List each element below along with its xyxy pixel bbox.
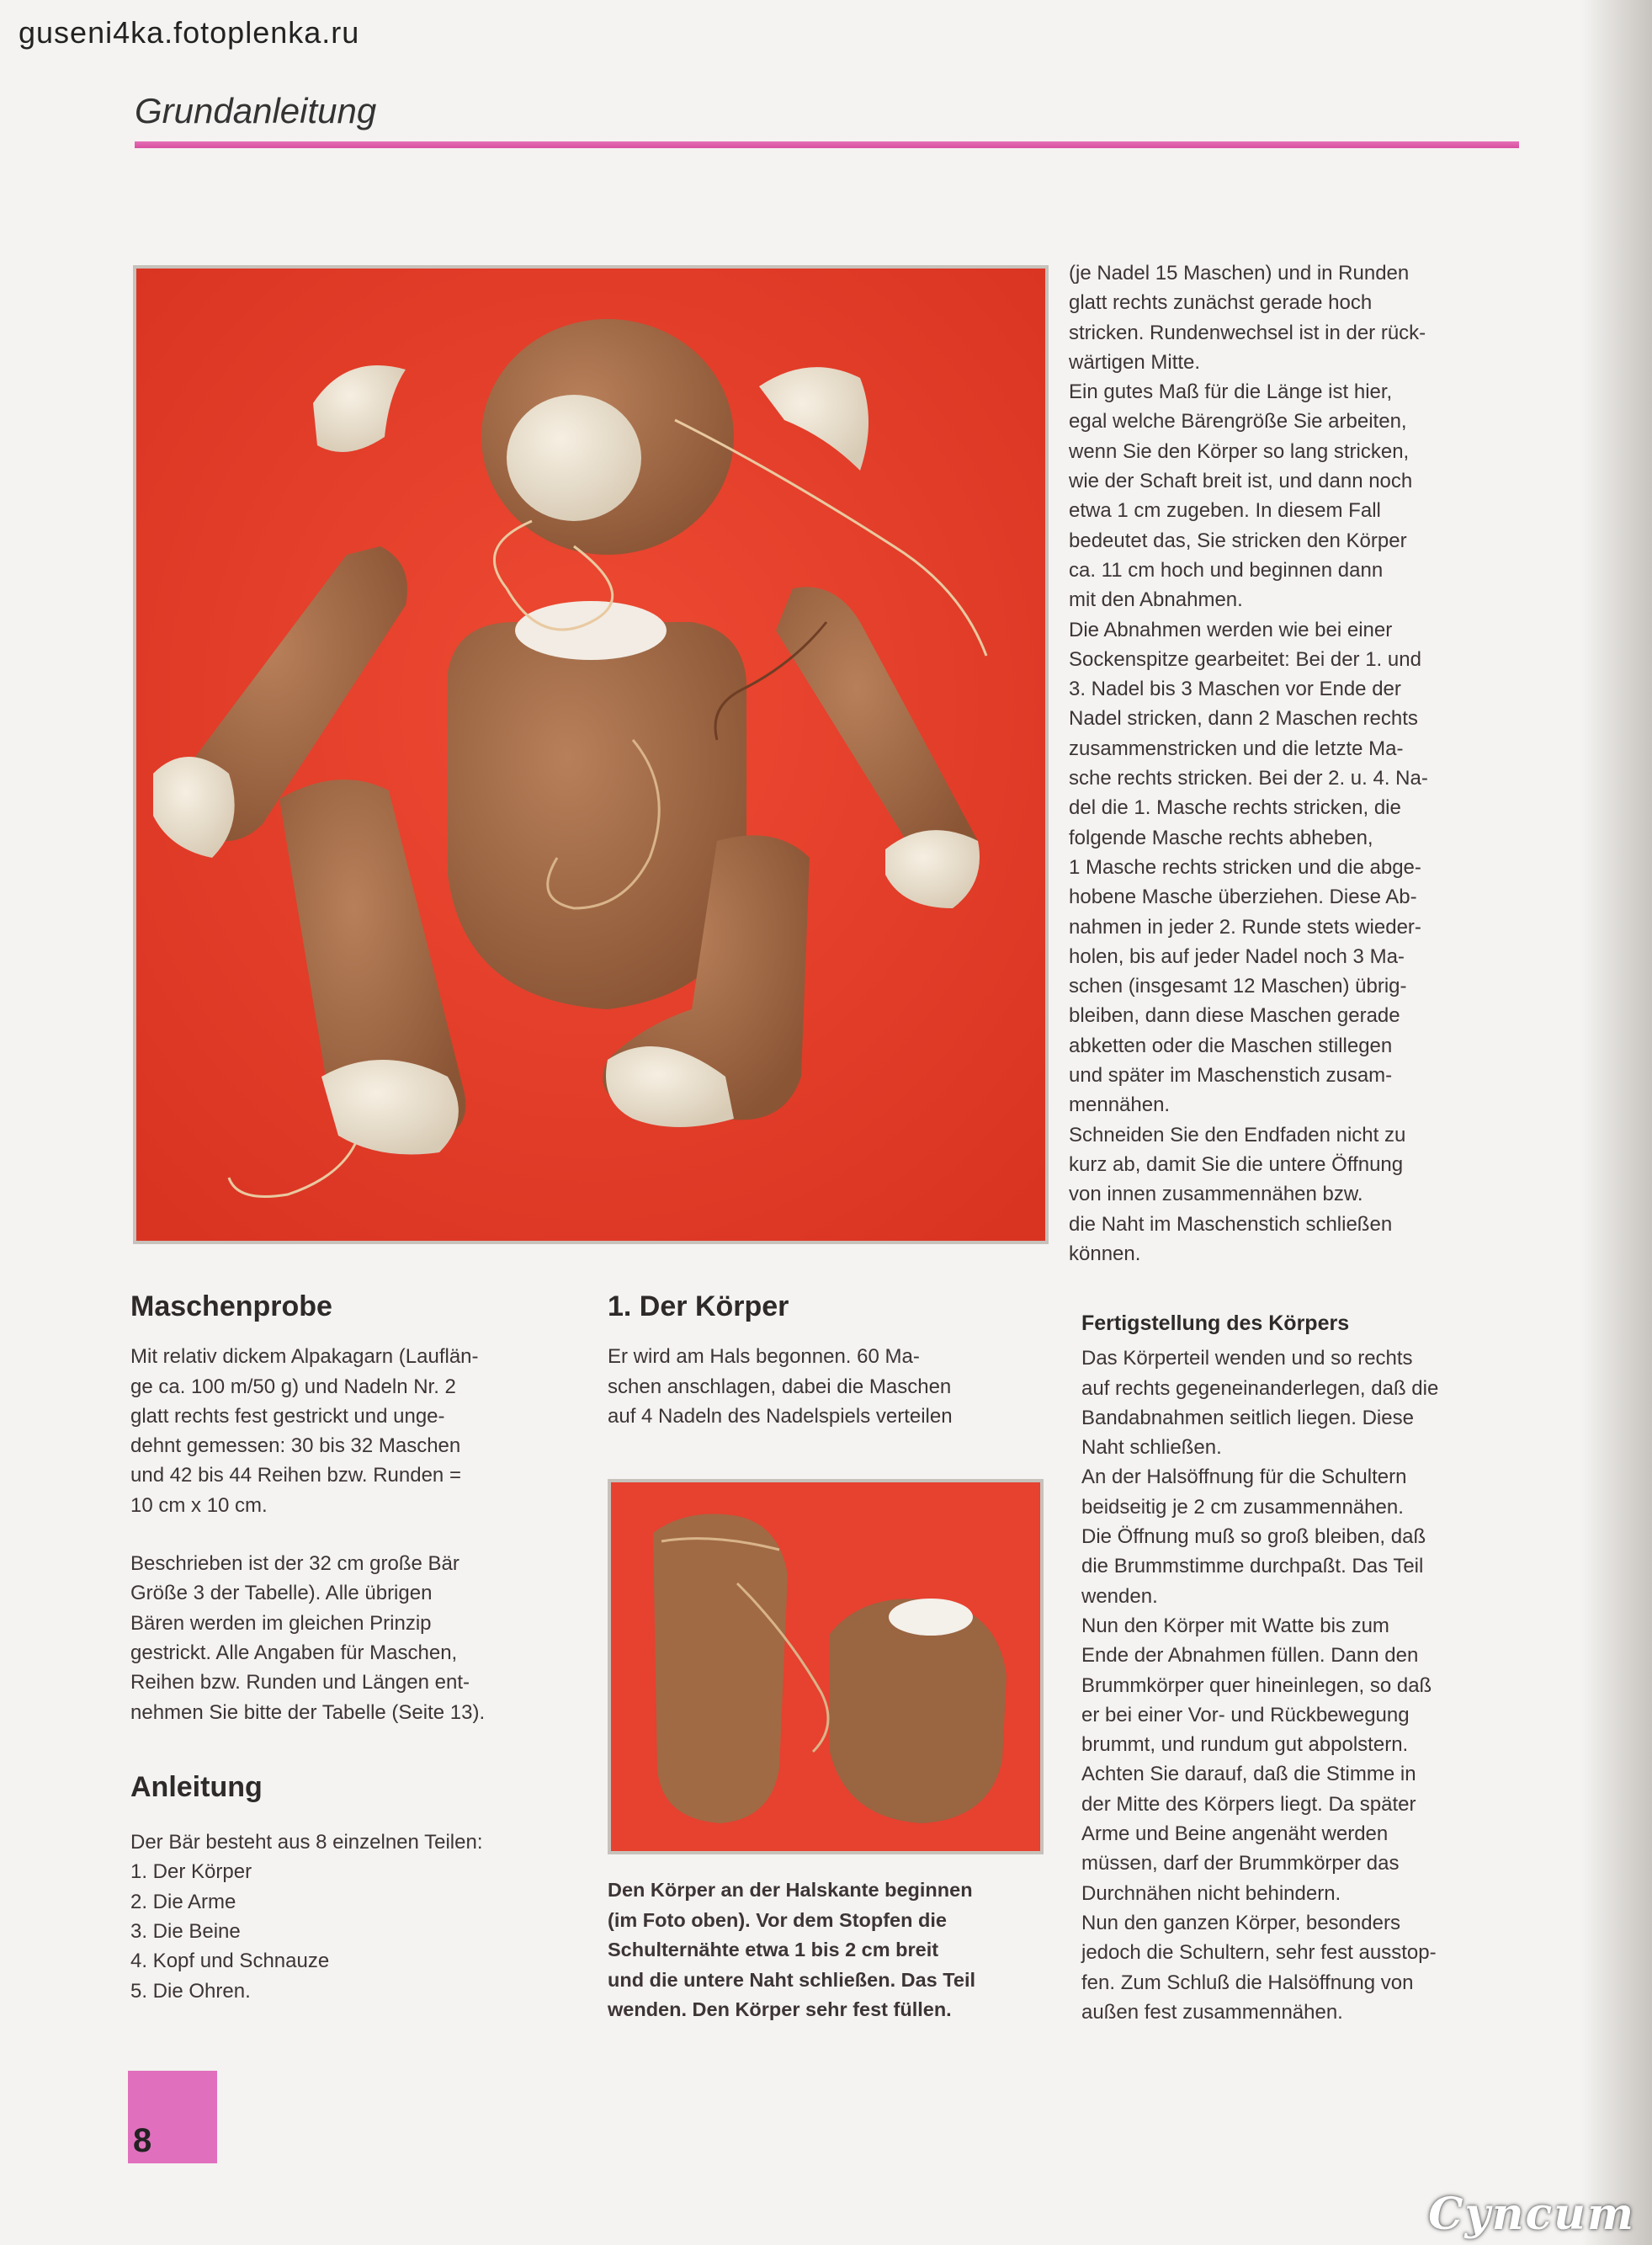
list-item: 1. Der Körper	[130, 1860, 252, 1884]
anleitung-intro: Der Bär besteht aus 8 einzelnen Teilen:	[130, 1831, 483, 1854]
page-number: 8	[133, 2122, 152, 2159]
anleitung-heading: Anleitung	[130, 1770, 263, 1803]
body-text-continuation: (je Nadel 15 Maschen) und in Runden glatt rechts zunächst gerade hoch stricken. Rundenwechsel ist in der rück- wärtigen Mitte. Ein gutes Maß für die Länge ist hier, egal welche Bärengröße Sie arbeiten, wenn Sie den Körper so lang stricken, wie der Schaft breit ist, und dann noch etwa 1 cm zugeben. In diesem Fall bedeutet das, Sie stricken den Körper ca. 11 cm hoch und beginnen dann mit den Abnahmen. Die Abnahmen werden wie bei einer Sockenspitze gearbeitet: Bei der 1. und 3. Nadel bis 3 Maschen vor Ende der Nadel stricken, dann 2 Maschen rechts zusammenstricken und die letzte Ma- sche rechts stricken. Bei der 2. u. 4. Na- del die 1. Masche rechts stricken, die folgende Masche rechts abheben, 1 Masche rechts stricken und die abge- hobene Masche überziehen. Diese Ab- nahmen in jeder 2. Runde stets wieder- holen, bis auf jeder Nadel noch 3 Ma- schen (insgesamt 12 Maschen) übrig- bleiben, dann diese Maschen gerade abketten oder die Maschen stillegen und später im Maschenstich zusam- mennähen. Schneiden Sie den Endfaden nicht zu kurz ab, damit Sie die untere Öffnung von innen zusammennähen bzw. die Naht im Maschenstich schließen können.	[1069, 262, 1428, 1265]
column-right-bottom	[1081, 1309, 1536, 2027]
bear-parts-photo	[133, 265, 1049, 1244]
list-item: 3. Die Beine	[130, 1920, 241, 1944]
fertigstellung-heading: Fertigstellung des Körpers	[1081, 1311, 1350, 1335]
list-item: 4. Kopf und Schnauze	[130, 1950, 330, 1973]
parts-list	[130, 1857, 585, 2005]
photo-caption: Den Körper an der Halskante beginnen (im Foto oben). Vor dem Stopfen die Schulternähte etwa 1 bis 2 cm breit und die untere Naht schließen. Das Teil wenden. Den Körper sehr fest füllen.	[608, 1879, 976, 2020]
maschenprobe-paragraph-1: Mit relativ dickem Alpakagarn (Lauflän- ge ca. 100 m/50 g) und Nadeln Nr. 2 glatt rechts fest gestrickt und unge- dehnt gemessen: 30 bis 32 Maschen und 42 bis 44 Reihen bzw. Runden = 10 cm x 10 cm.	[130, 1345, 479, 1517]
maschenprobe-heading: Maschenprobe	[130, 1290, 332, 1322]
watermark-top: guseni4ka.fotoplenka.ru	[19, 15, 360, 50]
list-item: 2. Die Arme	[130, 1890, 236, 1913]
watermark-bottom: Cyncum	[1428, 2189, 1635, 2240]
koerper-text: Er wird am Hals begonnen. 60 Ma- schen anschlagen, dabei die Maschen auf 4 Nadeln des Nadelspiels verteilen	[608, 1345, 953, 1428]
body-pieces-illustration	[611, 1482, 1040, 1851]
header-rule	[135, 141, 1519, 148]
list-item: 5. Die Ohren.	[130, 1979, 251, 2003]
section-title: Grundanleitung	[135, 91, 377, 130]
column-right-top	[1069, 258, 1540, 1269]
page-number-box	[128, 2071, 217, 2163]
column-middle	[608, 1292, 1045, 1431]
photo-caption-block	[608, 1875, 1045, 2025]
column-left	[130, 1292, 585, 2006]
fertigstellung-text: Das Körperteil wenden und so rechts auf rechts gegeneinanderlegen, daß die Bandabnahmen seitlich liegen. Diese Naht schließen. An der Halsöffnung für die Schultern beidseitig je 2 cm zusammennähen. Die Öffnung muß so groß bleiben, daß die Brummstimme durchpaßt. Das Teil wenden. Nun den Körper mit Watte bis zum Ende der Abnahmen füllen. Dann den Brummkörper quer hineinlegen, so daß er bei einer Vor- und Rückbewegung brummt, und rundum gut abpolstern. Achten Sie darauf, daß die Stimme in der Mitte des Körpers liegt. Da später Arme und Beine angenäht werden müssen, darf der Brummkörper das Durchnähen nicht behindern. Nun den ganzen Körper, besonders jedoch die Schultern, sehr fest ausstop- fen. Zum Schluß die Halsöffnung von außen fest zusammennähen.	[1081, 1347, 1439, 2024]
body-pieces-photo	[608, 1479, 1044, 1854]
maschenprobe-paragraph-2: Beschrieben ist der 32 cm große Bär Größe 3 der Tabelle). Alle übrigen Bären werden im gleichen Prinzip gestrickt. Alle Angaben für Maschen, Reihen bzw. Runden und Längen ent- nehmen Sie bitte der Tabelle (Seite 13).	[130, 1552, 486, 1724]
bear-parts-illustration	[136, 269, 1045, 1241]
koerper-heading: 1. Der Körper	[608, 1290, 789, 1322]
page-edge-shadow	[1582, 0, 1652, 2245]
